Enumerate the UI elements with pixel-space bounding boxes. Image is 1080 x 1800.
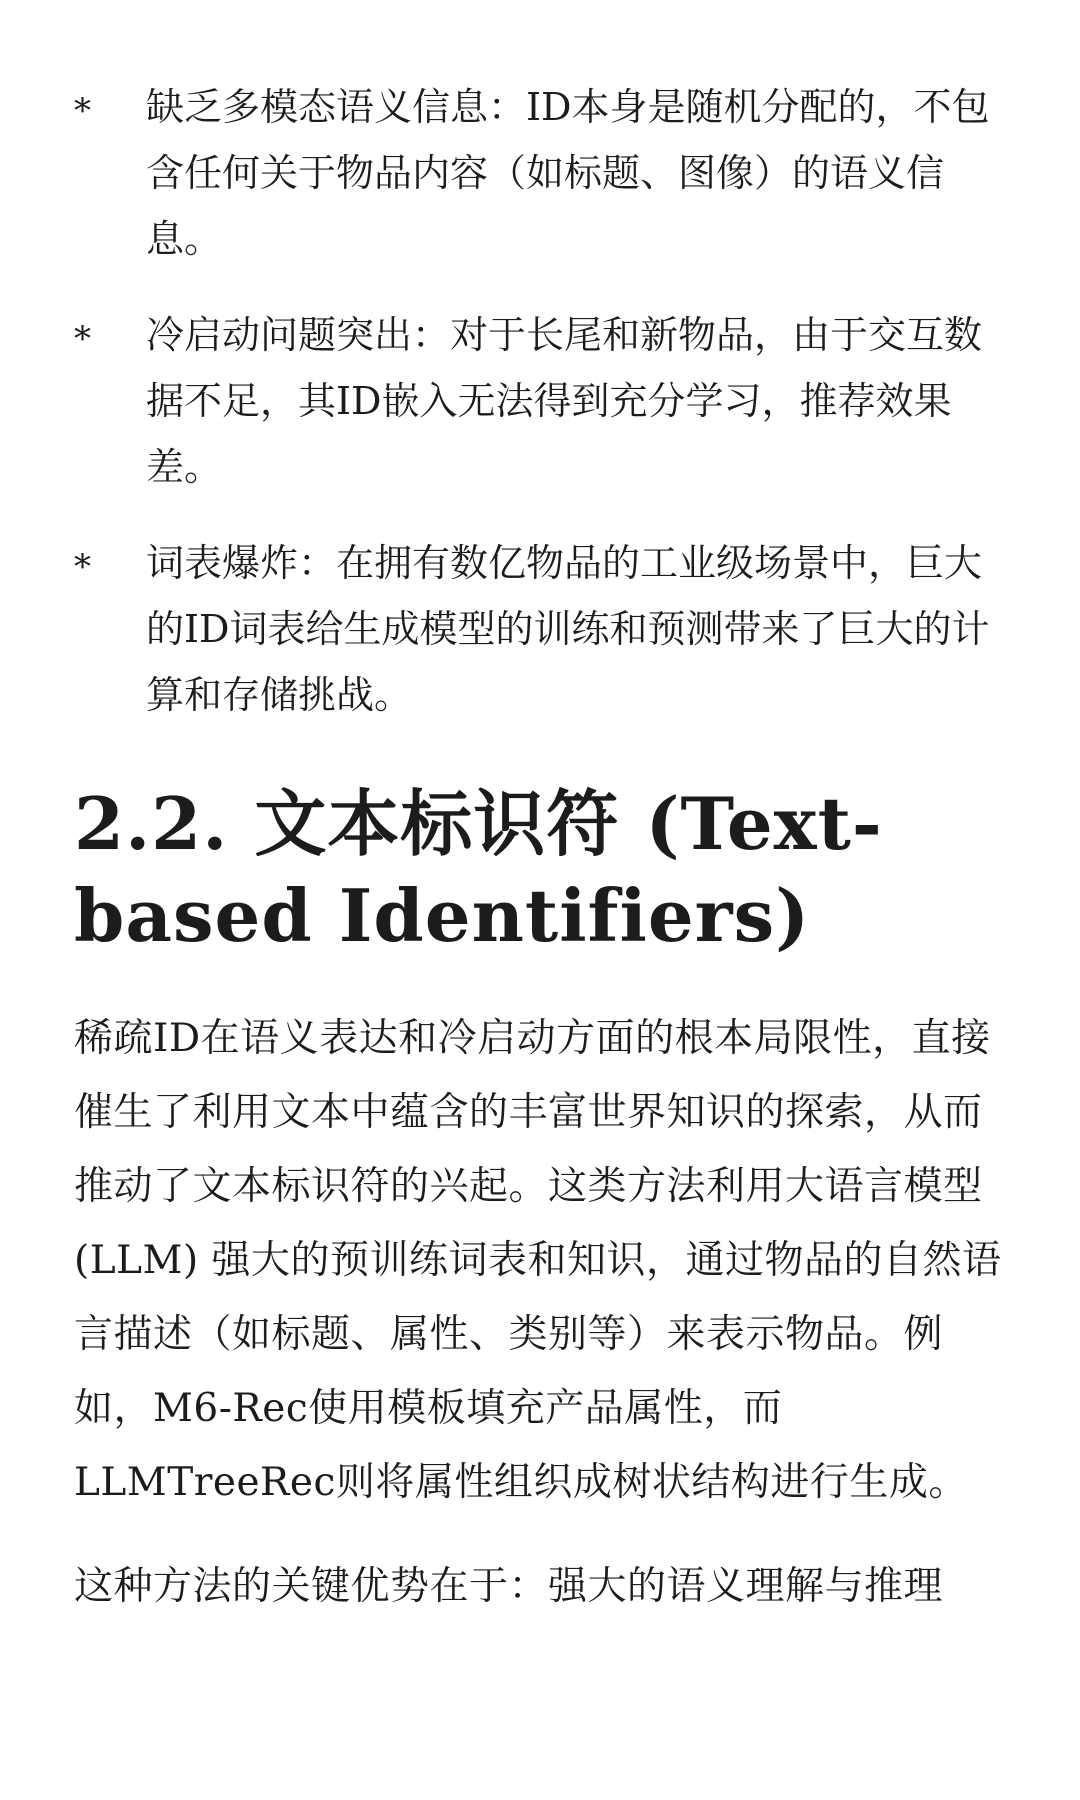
list-item-text: 冷启动问题突出：对于长尾和新物品，由于交互数据不足，其ID嵌入无法得到充分学习，推荐效果差。	[146, 313, 983, 489]
list-item	[74, 530, 1010, 728]
list-item-text: 缺乏多模态语义信息：ID本身是随机分配的，不包含任何关于物品内容（如标题、图像）的语义信息。	[146, 85, 990, 261]
body-paragraph: 这种方法的关键优势在于：强大的语义理解与推理	[74, 1564, 944, 1609]
list-item-text: 词表爆炸：在拥有数亿物品的工业级场景中，巨大的ID词表给生成模型的训练和预测带来了巨大的计算和存储挑战。	[146, 541, 990, 717]
list-item	[74, 74, 1010, 272]
list-item	[74, 302, 1010, 500]
bullet-marker: *	[74, 91, 91, 131]
bullet-marker: *	[74, 547, 91, 587]
limitations-list	[74, 74, 1010, 728]
document-page	[74, 74, 1010, 1654]
section-heading: 2.2. 文本标识符 (Text-based Identifiers)	[74, 781, 883, 958]
bullet-marker: *	[74, 319, 91, 359]
body-paragraph: 稀疏ID在语义表达和冷启动方面的根本局限性，直接催生了利用文本中蕴含的丰富世界知识的探索，从而推动了文本标识符的兴起。这类方法利用大语言模型 (LLM) 强大的预训练词表和知识，通过物品的自然语言描述（如标题、属性、类别等）来表示物品。例如，M6-Rec使用模板填充产品属性，而LLMTreeRec则将属性组织成树状结构进行生成。	[74, 1016, 1002, 1505]
